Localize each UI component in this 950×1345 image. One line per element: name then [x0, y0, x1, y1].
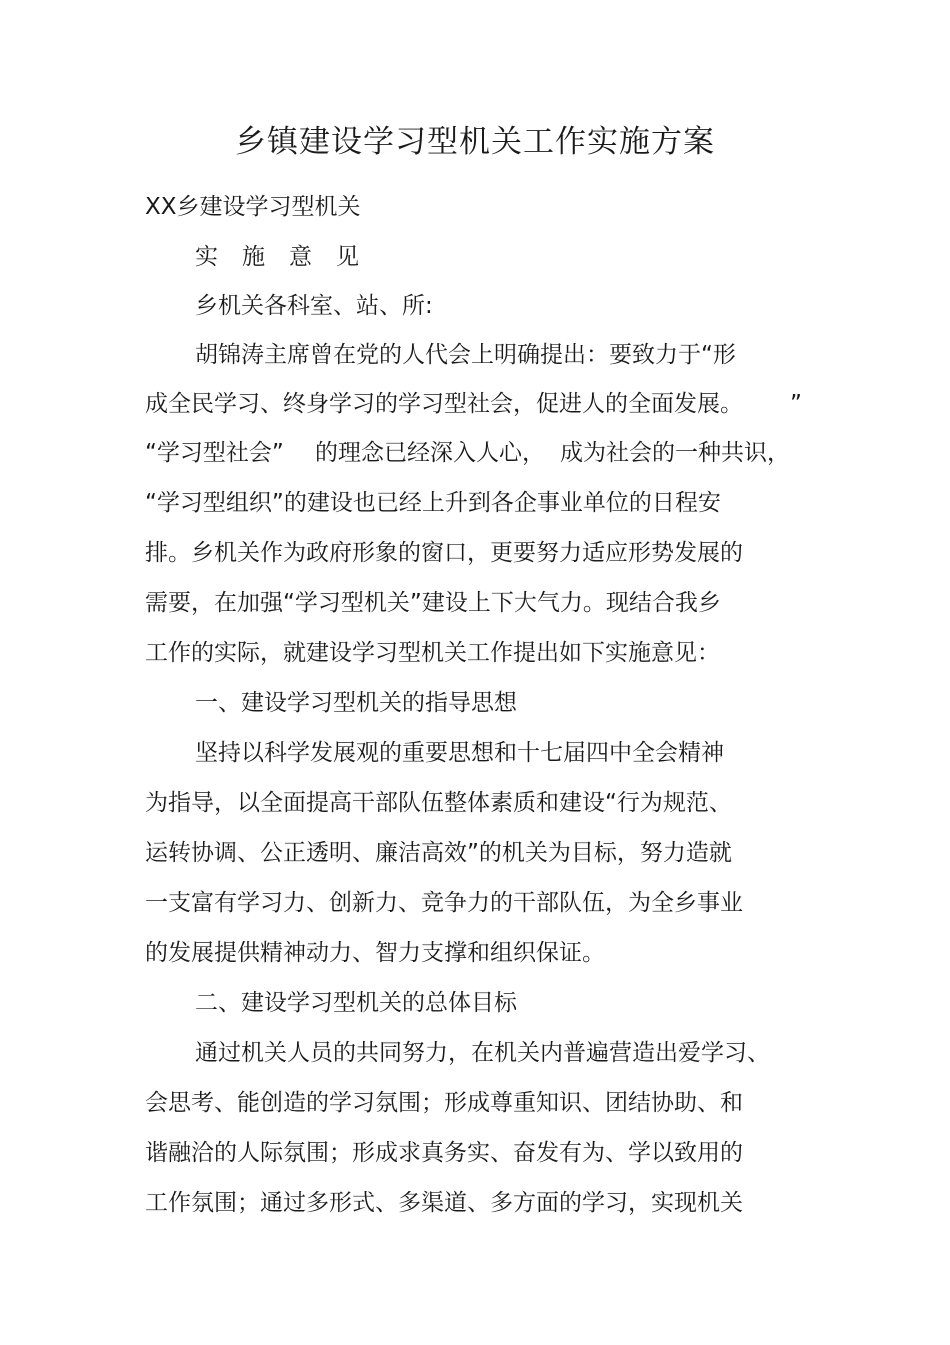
- paragraph-line: 排。乡机关作为政府形象的窗口，更要努力适应形势发展的: [145, 540, 743, 566]
- paragraph-line: 需要，在加强“学习型机关”建设上下大气力。现结合我乡: [145, 590, 721, 616]
- paragraph-line: 胡锦涛主席曾在党的人代会上明确提出：要致力于“形: [195, 342, 736, 368]
- paragraph-line: 为指导，以全面提高干部队伍整体素质和建设“行为规范、: [145, 790, 732, 816]
- paragraph-line: 成全民学习、终身学习的学习型社会，促进人的全面发展。: [145, 391, 743, 417]
- paragraph-line: 工作氛围；通过多形式、多渠道、多方面的学习，实现机关: [145, 1190, 743, 1216]
- paragraph-line: 的发展提供精神动力、智力支撑和组织保证。: [145, 940, 605, 966]
- section-heading: 二、建设学习型机关的总体目标: [195, 990, 517, 1016]
- paragraph-line: 谐融洽的人际氛围；形成求真务实、奋发有为、学以致用的: [145, 1140, 743, 1166]
- addressee-heading: XX乡建设学习型机关: [145, 194, 361, 220]
- salutation: 乡机关各科室、站、所:: [195, 293, 433, 319]
- paragraph-line: 运转协调、公正透明、廉洁高效”的机关为目标，努力造就: [145, 840, 732, 866]
- paragraph-line: 通过机关人员的共同努力，在机关内普遍营造出爱学习、: [195, 1040, 770, 1066]
- paragraph-line: 会思考、能创造的学习氛围；形成尊重知识、团结协助、和: [145, 1090, 743, 1116]
- section-heading: 一、建设学习型机关的指导思想: [195, 690, 517, 716]
- paragraph-line: “学习型社会”: [145, 440, 284, 466]
- closing-quote: ”: [790, 391, 802, 417]
- document-title: 乡镇建设学习型机关工作实施方案: [235, 124, 715, 160]
- paragraph-line: 的理念已经深入人心，: [315, 440, 545, 466]
- paragraph-line: 成为社会的一种共识，: [560, 440, 790, 466]
- subtitle: 实施意见: [195, 244, 383, 270]
- paragraph-line: 一支富有学习力、创新力、竞争力的干部队伍，为全乡事业: [145, 890, 743, 916]
- paragraph-line: 坚持以科学发展观的重要思想和十七届四中全会精神: [195, 740, 724, 766]
- paragraph-line: 工作的实际，就建设学习型机关工作提出如下实施意见：: [145, 640, 720, 666]
- paragraph-line: “学习型组织”的建设也已经上升到各企事业单位的日程安: [145, 490, 721, 516]
